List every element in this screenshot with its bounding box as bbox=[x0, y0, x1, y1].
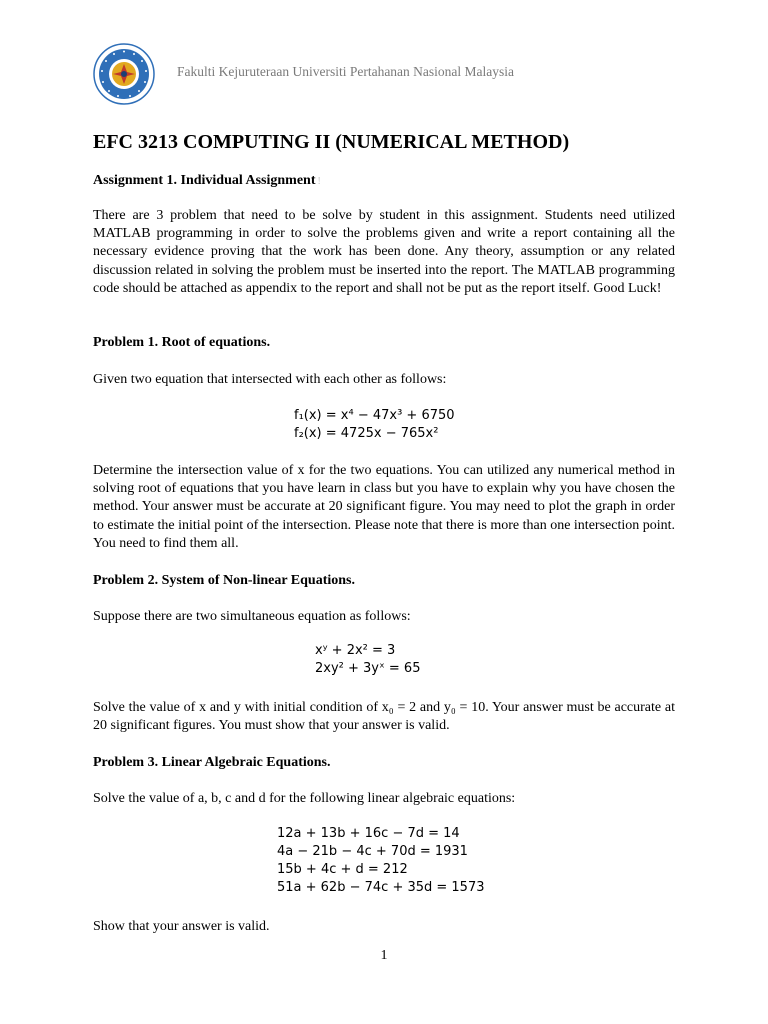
problem-3-equations bbox=[277, 825, 485, 897]
problem-3-heading: Problem 3. Linear Algebraic Equations. bbox=[93, 755, 331, 770]
institution-name: Fakulti Kejuruteraan Universiti Pertahanan Nasional Malaysia bbox=[177, 64, 515, 79]
document-title: EFC 3213 COMPUTING II (NUMERICAL METHOD) bbox=[93, 131, 570, 153]
problem-2-heading: Problem 2. System of Non-linear Equations. bbox=[93, 573, 355, 588]
equation-f1: f₁(x) = x⁴ − 47x³ + 6750 bbox=[294, 408, 455, 423]
intro-paragraph: There are 3 problem that need to be solve by student in this assignment. Students need utilized MATLAB programming in order to solve the problems given and write a report containing all the necessary evidence proving that the work has been done. Any theory, assumption or any related discussion related in solving the problem must be inserted into the report. The MATLAB programming code should be attached as appendix to the report and shall not be put as the report itself. Good Luck! bbox=[93, 208, 675, 296]
linear-equation-1: 12a + 13b + 16c − 7d = 14 bbox=[277, 826, 460, 841]
problem-2-equations bbox=[315, 642, 420, 678]
page-number: 1 bbox=[380, 948, 388, 963]
problem-1-heading: Problem 1. Root of equations. bbox=[93, 335, 271, 350]
problem-3-lead: Solve the value of a, b, c and d for the following linear algebraic equations: bbox=[93, 791, 516, 806]
equation-nl-2: 2xy² + 3yˣ = 65 bbox=[315, 661, 421, 676]
linear-equation-4: 51a + 62b − 74c + 35d = 1573 bbox=[277, 880, 485, 895]
university-logo bbox=[93, 43, 155, 105]
assignment-heading bbox=[93, 172, 321, 191]
linear-equation-2: 4a − 21b − 4c + 70d = 1931 bbox=[277, 844, 468, 859]
equation-f2: f₂(x) = 4725x − 765x² bbox=[294, 426, 439, 441]
problem-1-lead: Given two equation that intersected with each other as follows: bbox=[93, 372, 447, 387]
problem-1-body: Determine the intersection value of x for the two equations. You can utilized any numerical method in solving root of equations that you have learn in class but you have to explain why you have chosen the method. Your answer must be accurate at 20 significant figure. You may need to plot the graph in order to estimate the initial point of the intersection. Please note that there is more than one intersection point. You need to find them all. bbox=[93, 463, 676, 551]
problem-2-lead: Suppose there are two simultaneous equation as follows: bbox=[93, 609, 411, 624]
page-header bbox=[93, 43, 693, 105]
linear-equation-3: 15b + 4c + d = 212 bbox=[277, 862, 408, 877]
problem-3-closing: Show that your answer is valid. bbox=[93, 919, 270, 934]
assignment-heading-text: Assignment 1. Individual Assignment bbox=[93, 173, 316, 188]
pen-mark: ! bbox=[315, 176, 321, 187]
problem-1-equations bbox=[294, 407, 455, 443]
problem-2-body: Solve the value of x and y with initial condition of x₀ = 2 and y₀ = 10. Your answer must be accurate at 20 significant figures. You must show that your answer is valid. bbox=[93, 700, 675, 734]
equation-nl-1: xʸ + 2x² = 3 bbox=[315, 643, 396, 658]
